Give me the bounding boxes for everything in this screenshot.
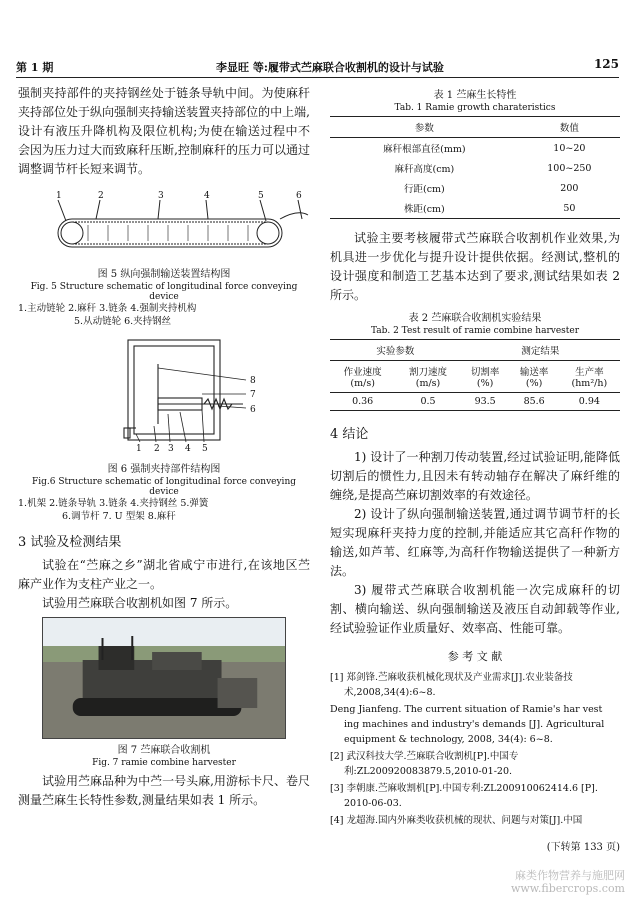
reference-item: [2] 武汉科技大学.苎麻联合收割机[P].中国专利:ZL200920083879.5,2010-01-20. (330, 751, 519, 777)
fig6-num-4: 4 (185, 444, 191, 454)
table-cell: 10~20 (553, 142, 586, 154)
table-group-header-row (330, 340, 620, 361)
reference-item: [4] 龙超海.国内外麻类收获机械的现状、问题与对策[J].中国 (330, 815, 583, 826)
reference-item: [3] 李朝康.苎麻收割机[P].中国专利:ZL200910062414.6 [P]. 2010-06-03. (330, 783, 598, 809)
left-column (18, 84, 310, 810)
table-cell: 0.5 (395, 393, 460, 411)
figure-5-diagram (18, 189, 310, 259)
conclusion-item: 2) 设计了纵向强制输送装置,通过调节调节杆的长短实现麻秆夹持力度的控制,并能适应其它高秆作物的输送,如芦苇、红麻等,为高秆作物输送提供了一种新方法。 (330, 507, 620, 578)
table-header-cell: 输送率 (%) (510, 361, 559, 393)
watermark: 麻类作物营养与施肥网 www.fibercrops.com (510, 869, 625, 895)
figure-6-legend: 6.调节杆 7. U 型架 8.麻秆 (62, 511, 176, 522)
reference-item: [1] 郑剑锋.苎麻收获机械化现状及产业需求[J].农业装备技术,2008,34(4):6~8. (330, 672, 573, 698)
figure-5-caption-cn: 图 5 纵向强制输送装置结构图 (97, 269, 231, 280)
figure-6-legend: 1.机架 2.链条导轨 3.链条 4.夹持钢丝 5.弹簧 (18, 498, 209, 509)
table-cell: 200 (560, 182, 579, 194)
conclusion-item: 3) 履带式苎麻联合收割机能一次完成麻秆的切割、横向输送、纵向强制输送及液压自动卸载等作业,经试验验证作业质量好、效率高、性能可靠。 (330, 583, 620, 635)
paragraph: 试验用苎麻联合收割机如图 7 所示。 (42, 596, 238, 610)
table-row (330, 393, 620, 411)
reference-item: Deng Jianfeng. The current situation of Ramie's har vest ing machines and industry's demands [J]. Agricultural equipment & technology, 2008, 34(4): 6~8. (330, 704, 605, 745)
table-1-caption-cn: 表 1 苎麻生长特性 (433, 90, 517, 101)
table-2-caption-cn: 表 2 苎麻联合收割机实验结果 (408, 313, 542, 324)
fig5-num-6: 6 (296, 191, 302, 201)
table-row (330, 138, 620, 159)
paragraph: 试验主要考核履带式苎麻联合收割机作业效果,为机具进一步优化与提升设计提供依据。经测试,整机的设计强度和制造工艺基本达到了要求,测试结果如表 2 所示。 (330, 231, 620, 302)
figure-5-caption-en: Fig. 5 Structure schematic of longitudinal force conveying device (30, 282, 298, 302)
table-row (330, 158, 620, 178)
table-cell: 麻秆根部直径(mm) (383, 144, 466, 155)
fig6-num-5: 5 (202, 444, 208, 454)
table-row (330, 198, 620, 219)
table-cell: 100~250 (547, 162, 592, 174)
figure-7 (42, 617, 286, 768)
table-header-cell: 割刀速度 (m/s) (395, 361, 460, 393)
fig6-num-3: 3 (168, 444, 174, 454)
section-4-heading: 4 结论 (330, 427, 369, 442)
table-row (330, 178, 620, 198)
table-header-cell: 生产率 (hm²/h) (559, 361, 620, 393)
paragraph: 试验在“苎麻之乡”湖北省咸宁市进行,在该地区苎麻产业作为支柱产业之一。 (18, 558, 310, 591)
table-2-caption-en: Tab. 2 Test result of ramie combine harvester (370, 326, 580, 336)
continued-note: (下转第 133 页) (546, 842, 620, 853)
table-cell: 0.94 (559, 393, 620, 411)
table-header-row (330, 361, 620, 393)
figure-6-caption-cn: 图 6 强制夹持部件结构图 (107, 464, 221, 475)
fig5-num-2: 2 (98, 191, 104, 201)
fig6-num-2: 2 (154, 444, 160, 454)
right-column (330, 84, 620, 863)
fig5-num-5: 5 (258, 191, 264, 201)
running-title: 李显旺 等:履带式苎麻联合收割机的设计与试验 (216, 61, 444, 74)
references-heading: 参 考 文 献 (447, 650, 503, 663)
figure-6-caption-en: Fig.6 Structure schematic of longitudinal force conveying device (32, 477, 296, 497)
fig5-num-3: 3 (158, 191, 164, 201)
table-cell: 行距(cm) (403, 184, 445, 195)
table-cell: 93.5 (461, 393, 510, 411)
issue-number: 第 1 期 (16, 61, 54, 74)
table-header-cell: 数值 (519, 117, 620, 138)
fig5-num-4: 4 (204, 191, 210, 201)
figure-7-caption-en: Fig. 7 ramie combine harvester (92, 758, 236, 768)
table-header-cell: 参数 (330, 117, 519, 138)
figure-5-legend: 5.从动链轮 6.夹持钢丝 (74, 316, 172, 327)
table-2 (330, 339, 620, 411)
table-1 (330, 116, 620, 219)
table-group-header: 测定结果 (461, 340, 620, 361)
fig6-num-8: 8 (250, 376, 256, 386)
conclusion-item: 1) 设计了一种割刀传动装置,经过试验证明,能降低切割后的惯性力,且因未有转动轴存在解决了麻纤维的缠绕,是提高苎麻切割效率的有效途径。 (330, 450, 620, 502)
table-header-cell: 切割率 (%) (461, 361, 510, 393)
harvester-photo (42, 617, 286, 739)
running-header (16, 55, 619, 78)
fig6-num-6: 6 (250, 405, 256, 415)
table-cell: 株距(cm) (330, 198, 519, 219)
figure-5-legend: 1.主动链轮 2.麻秆 3.链条 4.强制夹持机构 (18, 303, 197, 314)
table-1-caption-en: Tab. 1 Ramie growth charateristics (394, 103, 556, 113)
table-header-row (330, 117, 620, 138)
figure-5 (18, 189, 310, 328)
paragraph: 试验用苎麻品种为中苎一号头麻,用游标卡尺、卷尺测量苎麻生长特性参数,测量结果如表 1 所示。 (18, 774, 310, 807)
section-3-heading: 3 试验及检测结果 (18, 535, 122, 550)
figure-7-caption-cn: 图 7 苎麻联合收割机 (117, 745, 211, 756)
fig6-num-7: 7 (250, 390, 256, 400)
paragraph: 强制夹持部件的夹持钢丝处于链条导轨中间。为使麻秆夹持部位处于纵向强制夹持输送装置夹持部位的中上端,设计有液压升降机构及限位机构;为使在输送过程中不会因为压力过大而致麻秆压断,控制麻秆的压力可以通过调整调节杆长短来调节。 (18, 86, 310, 176)
table-group-header: 实验参数 (330, 340, 461, 361)
page-number: 125 (593, 57, 619, 71)
figure-6-diagram (18, 334, 310, 454)
fig5-num-1: 1 (56, 191, 62, 201)
harvester-silhouette (43, 618, 285, 738)
table-cell: 50 (519, 198, 620, 219)
table-header-cell: 作业速度 (m/s) (330, 361, 395, 393)
table-cell: 0.36 (330, 393, 395, 411)
figure-6 (18, 334, 310, 523)
table-cell: 85.6 (510, 393, 559, 411)
table-cell: 麻秆高度(cm) (394, 164, 455, 175)
fig6-num-1: 1 (136, 444, 142, 454)
